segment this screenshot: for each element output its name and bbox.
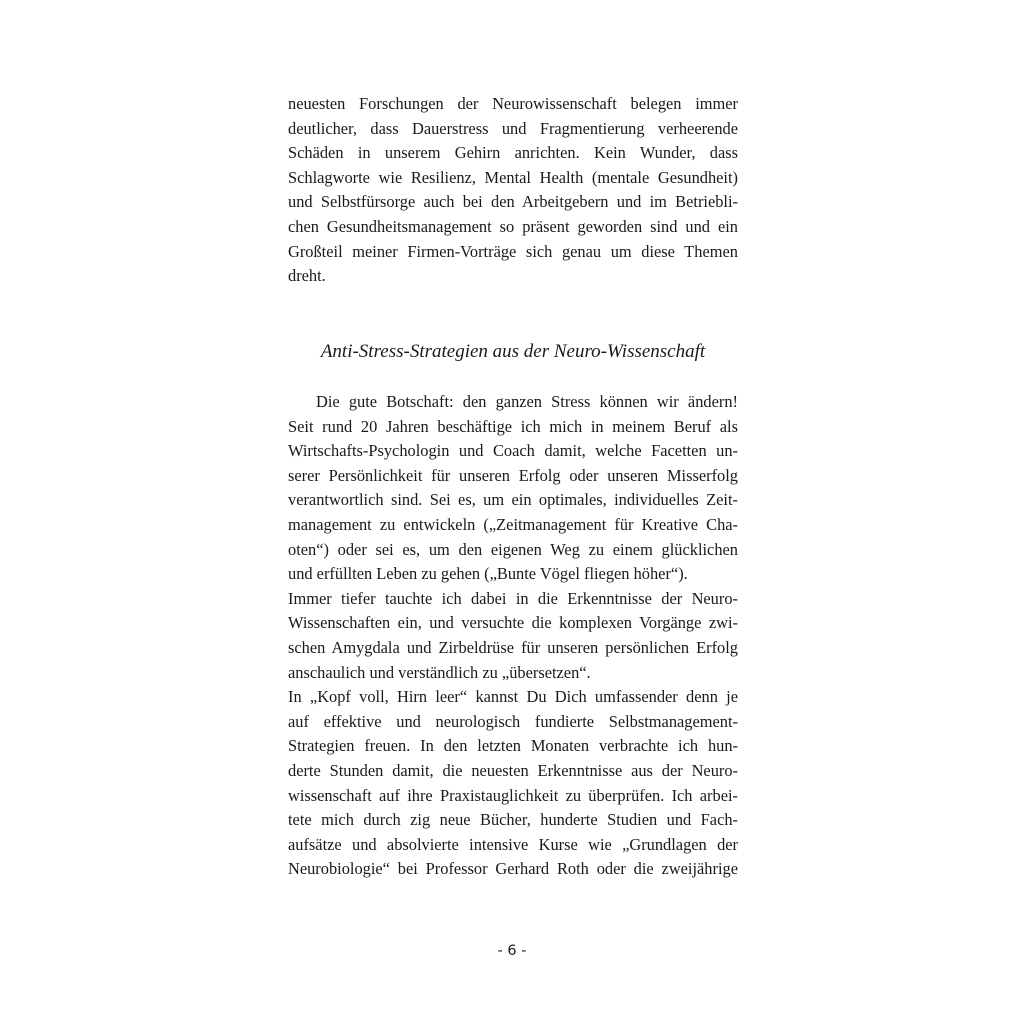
text-line: management zu entwickeln („Zeitmanagement für Kreative Cha- [288, 514, 738, 534]
text-line: anschaulich und verständlich zu „übersetzen“. [288, 662, 591, 682]
text-line: Wissenschaften ein, und versuchte die komplexen Vorgänge zwi- [288, 613, 738, 633]
text-line: Seit rund 20 Jahren beschäftige ich mich in meinem Beruf als [288, 416, 738, 436]
text-line: Wirtschafts-Psychologin und Coach damit, welche Facetten un- [288, 441, 738, 461]
text-line: Immer tiefer tauchte ich dabei in die Erkenntnisse der Neuro- [288, 588, 738, 608]
text-line: serer Persönlichkeit für unseren Erfolg oder unseren Misserfolg [288, 465, 738, 485]
text-line: Strategien freuen. In den letzten Monaten verbrachte ich hun- [288, 736, 738, 756]
text-line: neuesten Forschungen der Neurowissenschaft belegen immer [288, 94, 738, 113]
text-line: wissenschaft auf ihre Praxistauglichkeit zu überprüfen. Ich arbei- [288, 785, 738, 805]
text-line: deutlicher, dass Dauerstress und Fragmentierung verheerende [288, 118, 738, 138]
body-paragraphs [288, 390, 738, 882]
text-line: schen Amygdala und Zirbeldrüse für unseren persönlichen Erfolg [288, 637, 738, 657]
text-line: derte Stunden damit, die neuesten Erkenntnisse aus der Neuro- [288, 760, 738, 780]
text-line: Schlagworte wie Resilienz, Mental Health (mentale Gesundheit) [288, 167, 738, 187]
text-line: oten“) oder sei es, um den eigenen Weg zu einem glücklichen [288, 539, 738, 559]
text-line: tete mich durch zig neue Bücher, hunderte Studien und Fach- [288, 810, 738, 830]
text-line: In „Kopf voll, Hirn leer“ kannst Du Dich umfassender denn je [288, 687, 738, 707]
text-line: Großteil meiner Firmen-Vorträge sich genau um diese Themen [288, 241, 738, 261]
text-line: auf effektive und neurologisch fundierte Selbstmanagement- [288, 711, 738, 731]
text-line: verantwortlich sind. Sei es, um ein optimales, individuelles Zeit- [288, 490, 738, 510]
text-line: Schäden in unserem Gehirn anrichten. Kein Wunder, dass [288, 143, 738, 163]
text-line: chen Gesundheitsmanagement so präsent geworden sind und ein [288, 216, 738, 236]
section-heading: Anti-Stress-Strategien aus der Neuro-Wissenschaft [320, 341, 706, 362]
page-number: - 6 - [497, 943, 527, 959]
text-line: Die gute Botschaft: den ganzen Stress können wir ändern! [316, 392, 738, 411]
text-line: und Selbstfürsorge auch bei den Arbeitgebern und im Betriebli- [288, 192, 738, 212]
text-line: Neurobiologie“ bei Professor Gerhard Roth oder die zweijährige [288, 859, 738, 879]
text-line: dreht. [288, 266, 326, 286]
intro-paragraph [288, 92, 738, 289]
text-line: aufsätze und absolvierte intensive Kurse wie „Grundlagen der [288, 834, 738, 854]
text-line: und erfüllten Leben zu gehen („Bunte Vögel fliegen höher“). [288, 564, 688, 584]
